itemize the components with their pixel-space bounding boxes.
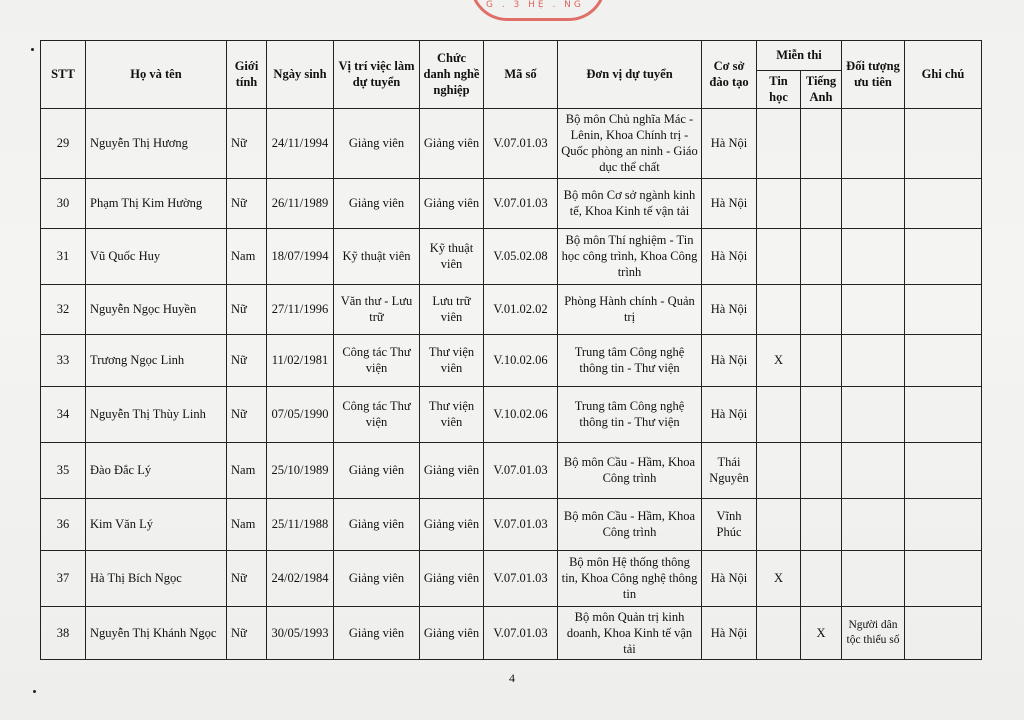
- code-cell: V.10.02.06: [484, 386, 558, 442]
- table-row: [41, 178, 982, 228]
- note-cell: [905, 178, 982, 228]
- campus-cell: Hà Nội: [702, 550, 757, 606]
- english-exemption-cell: [801, 228, 842, 284]
- stt-cell: 38: [41, 606, 86, 660]
- stt-cell: 30: [41, 178, 86, 228]
- code-cell: V.07.01.03: [484, 178, 558, 228]
- code-cell: V.07.01.03: [484, 442, 558, 498]
- position-cell: Giảng viên: [334, 550, 420, 606]
- it-exemption-cell: [757, 228, 801, 284]
- it-exemption-cell: X: [757, 550, 801, 606]
- gender-cell: Nữ: [227, 284, 267, 334]
- header-code: Mã số: [484, 41, 558, 109]
- title-cell: Giảng viên: [420, 178, 484, 228]
- dob-cell: 18/07/1994: [267, 228, 334, 284]
- gender-cell: Nữ: [227, 334, 267, 386]
- unit-cell: Bộ môn Chủ nghĩa Mác - Lênin, Khoa Chính trị - Quốc phòng an ninh - Giáo dục thể chất: [558, 108, 702, 178]
- priority-cell: [842, 386, 905, 442]
- note-cell: [905, 442, 982, 498]
- header-dob: Ngày sinh: [267, 41, 334, 109]
- stt-cell: 29: [41, 108, 86, 178]
- priority-cell: Người dân tộc thiểu số: [842, 606, 905, 660]
- dob-cell: 07/05/1990: [267, 386, 334, 442]
- dob-cell: 26/11/1989: [267, 178, 334, 228]
- code-cell: V.07.01.03: [484, 606, 558, 660]
- name-cell: Nguyễn Thị Thùy Linh: [86, 386, 227, 442]
- table-row: [41, 386, 982, 442]
- unit-cell: Bộ môn Hệ thống thông tin, Khoa Công nghệ thông tin: [558, 550, 702, 606]
- campus-cell: Hà Nội: [702, 108, 757, 178]
- binder-dot: [31, 48, 34, 51]
- table-row: [41, 334, 982, 386]
- position-cell: Giảng viên: [334, 442, 420, 498]
- candidate-table: [40, 40, 982, 660]
- campus-cell: Vĩnh Phúc: [702, 498, 757, 550]
- unit-cell: Bộ môn Quản trị kinh doanh, Khoa Kinh tế vận tải: [558, 606, 702, 660]
- stt-cell: 31: [41, 228, 86, 284]
- position-cell: Công tác Thư viện: [334, 386, 420, 442]
- name-cell: Nguyễn Thị Hương: [86, 108, 227, 178]
- priority-cell: [842, 550, 905, 606]
- page-number: 4: [509, 671, 515, 685]
- unit-cell: Bộ môn Cầu - Hầm, Khoa Công trình: [558, 498, 702, 550]
- code-cell: V.07.01.03: [484, 108, 558, 178]
- table-header: [41, 41, 982, 109]
- note-cell: [905, 108, 982, 178]
- note-cell: [905, 550, 982, 606]
- header-it: Tin học: [757, 71, 801, 109]
- table-row: [41, 228, 982, 284]
- name-cell: Trương Ngọc Linh: [86, 334, 227, 386]
- campus-cell: Hà Nội: [702, 606, 757, 660]
- priority-cell: [842, 108, 905, 178]
- dob-cell: 25/11/1988: [267, 498, 334, 550]
- dob-cell: 24/02/1984: [267, 550, 334, 606]
- table-row: [41, 606, 982, 660]
- header-campus: Cơ sở đào tạo: [702, 41, 757, 109]
- campus-cell: Thái Nguyên: [702, 442, 757, 498]
- dob-cell: 11/02/1981: [267, 334, 334, 386]
- campus-cell: Hà Nội: [702, 334, 757, 386]
- english-exemption-cell: [801, 498, 842, 550]
- note-cell: [905, 498, 982, 550]
- code-cell: V.07.01.03: [484, 498, 558, 550]
- campus-cell: Hà Nội: [702, 284, 757, 334]
- header-note: Ghi chú: [905, 41, 982, 109]
- code-cell: V.01.02.02: [484, 284, 558, 334]
- name-cell: Nguyễn Ngọc Huyền: [86, 284, 227, 334]
- stt-cell: 36: [41, 498, 86, 550]
- table-row: [41, 284, 982, 334]
- it-exemption-cell: [757, 284, 801, 334]
- header-english: Tiếng Anh: [801, 71, 842, 109]
- header-stt: STT: [41, 41, 86, 109]
- it-exemption-cell: X: [757, 334, 801, 386]
- header-gender: Giới tính: [227, 41, 267, 109]
- note-cell: [905, 284, 982, 334]
- red-seal-stamp-fragment: G . 3 HẸ . NG: [486, 0, 584, 10]
- stt-cell: 37: [41, 550, 86, 606]
- gender-cell: Nam: [227, 498, 267, 550]
- english-exemption-cell: [801, 550, 842, 606]
- stt-cell: 35: [41, 442, 86, 498]
- table-row: [41, 108, 982, 178]
- code-cell: V.10.02.06: [484, 334, 558, 386]
- unit-cell: Phòng Hành chính - Quản trị: [558, 284, 702, 334]
- position-cell: Giảng viên: [334, 498, 420, 550]
- title-cell: Thư viện viên: [420, 386, 484, 442]
- title-cell: Giảng viên: [420, 442, 484, 498]
- it-exemption-cell: [757, 606, 801, 660]
- header-priority: Đối tượng ưu tiên: [842, 41, 905, 109]
- it-exemption-cell: [757, 498, 801, 550]
- gender-cell: Nữ: [227, 606, 267, 660]
- table-row: [41, 550, 982, 606]
- campus-cell: Hà Nội: [702, 178, 757, 228]
- table-row: [41, 498, 982, 550]
- name-cell: Phạm Thị Kim Hường: [86, 178, 227, 228]
- it-exemption-cell: [757, 386, 801, 442]
- gender-cell: Nam: [227, 442, 267, 498]
- dob-cell: 30/05/1993: [267, 606, 334, 660]
- english-exemption-cell: X: [801, 606, 842, 660]
- position-cell: Giảng viên: [334, 178, 420, 228]
- title-cell: Giảng viên: [420, 550, 484, 606]
- dob-cell: 24/11/1994: [267, 108, 334, 178]
- title-cell: Kỹ thuật viên: [420, 228, 484, 284]
- gender-cell: Nam: [227, 228, 267, 284]
- gender-cell: Nữ: [227, 386, 267, 442]
- it-exemption-cell: [757, 442, 801, 498]
- priority-cell: [842, 442, 905, 498]
- position-cell: Giảng viên: [334, 108, 420, 178]
- dob-cell: 27/11/1996: [267, 284, 334, 334]
- campus-cell: Hà Nội: [702, 228, 757, 284]
- header-title: Chức danh nghề nghiệp: [420, 41, 484, 109]
- note-cell: [905, 334, 982, 386]
- unit-cell: Bộ môn Thí nghiệm - Tin học công trình, Khoa Công trình: [558, 228, 702, 284]
- unit-cell: Trung tâm Công nghệ thông tin - Thư viện: [558, 386, 702, 442]
- english-exemption-cell: [801, 284, 842, 334]
- position-cell: Kỹ thuật viên: [334, 228, 420, 284]
- english-exemption-cell: [801, 442, 842, 498]
- english-exemption-cell: [801, 334, 842, 386]
- note-cell: [905, 386, 982, 442]
- header-exemption: Miễn thi: [757, 41, 842, 71]
- position-cell: Văn thư - Lưu trữ: [334, 284, 420, 334]
- title-cell: Thư viện viên: [420, 334, 484, 386]
- note-cell: [905, 606, 982, 660]
- priority-cell: [842, 334, 905, 386]
- english-exemption-cell: [801, 108, 842, 178]
- gender-cell: Nữ: [227, 178, 267, 228]
- name-cell: Đào Đắc Lý: [86, 442, 227, 498]
- name-cell: Nguyễn Thị Khánh Ngọc: [86, 606, 227, 660]
- position-cell: Công tác Thư viện: [334, 334, 420, 386]
- unit-cell: Bộ môn Cơ sở ngành kinh tế, Khoa Kinh tế vận tải: [558, 178, 702, 228]
- gender-cell: Nữ: [227, 550, 267, 606]
- title-cell: Lưu trữ viên: [420, 284, 484, 334]
- code-cell: V.07.01.03: [484, 550, 558, 606]
- priority-cell: [842, 178, 905, 228]
- header-name: Họ và tên: [86, 41, 227, 109]
- table-body: [41, 108, 982, 660]
- gender-cell: Nữ: [227, 108, 267, 178]
- stt-cell: 32: [41, 284, 86, 334]
- header-unit: Đơn vị dự tuyển: [558, 41, 702, 109]
- stt-cell: 33: [41, 334, 86, 386]
- priority-cell: [842, 228, 905, 284]
- note-cell: [905, 228, 982, 284]
- priority-cell: [842, 498, 905, 550]
- it-exemption-cell: [757, 178, 801, 228]
- english-exemption-cell: [801, 386, 842, 442]
- unit-cell: Trung tâm Công nghệ thông tin - Thư viện: [558, 334, 702, 386]
- priority-cell: [842, 284, 905, 334]
- title-cell: Giảng viên: [420, 498, 484, 550]
- code-cell: V.05.02.08: [484, 228, 558, 284]
- name-cell: Hà Thị Bích Ngọc: [86, 550, 227, 606]
- campus-cell: Hà Nội: [702, 386, 757, 442]
- position-cell: Giảng viên: [334, 606, 420, 660]
- binder-dot: [33, 690, 36, 693]
- header-position: Vị trí việc làm dự tuyển: [334, 41, 420, 109]
- title-cell: Giảng viên: [420, 606, 484, 660]
- stt-cell: 34: [41, 386, 86, 442]
- title-cell: Giảng viên: [420, 108, 484, 178]
- table-row: [41, 442, 982, 498]
- unit-cell: Bộ môn Cầu - Hầm, Khoa Công trình: [558, 442, 702, 498]
- it-exemption-cell: [757, 108, 801, 178]
- name-cell: Vũ Quốc Huy: [86, 228, 227, 284]
- english-exemption-cell: [801, 178, 842, 228]
- name-cell: Kim Văn Lý: [86, 498, 227, 550]
- dob-cell: 25/10/1989: [267, 442, 334, 498]
